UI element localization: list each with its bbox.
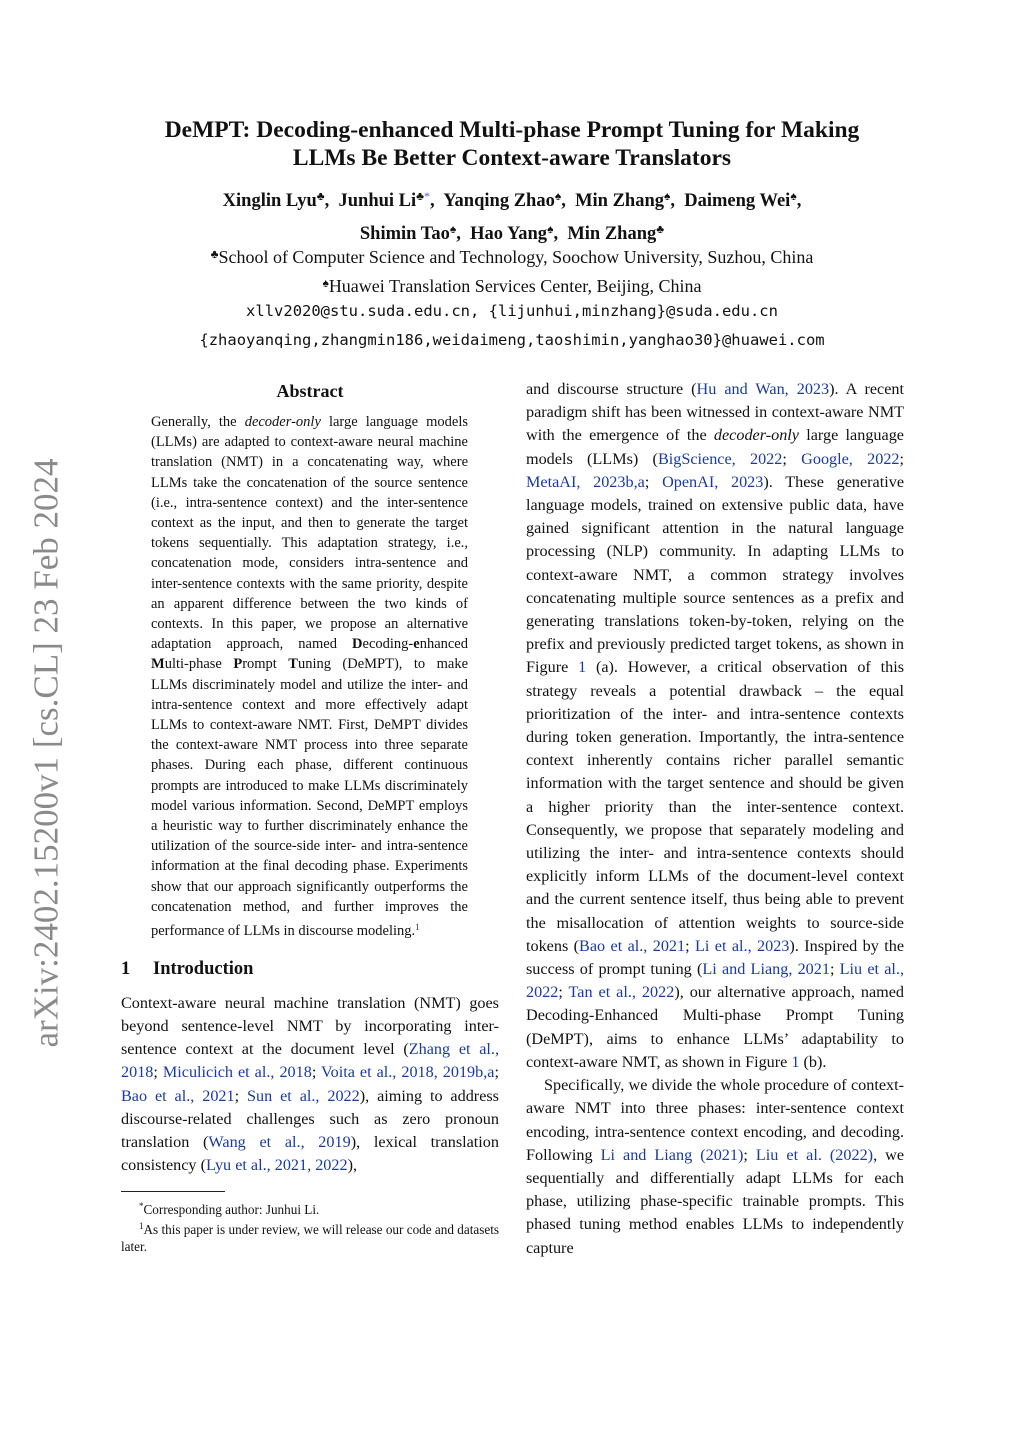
section-number: 1: [121, 958, 131, 979]
affiliation-text: School of Computer Science and Technology, Soochow University, Suzhou, China: [218, 247, 814, 267]
affiliation-mark: ♠: [554, 189, 562, 203]
body-text: and discourse structure (: [526, 380, 697, 398]
affiliation-soochow: [120, 240, 904, 271]
affiliation-mark: ♣: [316, 189, 325, 203]
author-name: Yanqing Zhao: [443, 191, 555, 211]
citation-link[interactable]: Tan et al., 2022: [568, 983, 675, 1002]
citation-link[interactable]: Liu et al. (2022): [755, 1145, 874, 1164]
citation-link[interactable]: Bao et al., 2021: [579, 936, 686, 955]
author-line-2: Shimin Tao♠, Hao Yang♠, Min Zhang♣: [359, 222, 665, 244]
body-text: ;: [234, 1086, 248, 1105]
citation-link[interactable]: MetaAI, 2023b,a: [526, 472, 645, 491]
affiliation-mark: ♠: [547, 222, 554, 236]
arxiv-identifier: [24, 448, 70, 1058]
intro-paragraph: [121, 992, 499, 1178]
body-text: ;: [829, 960, 840, 979]
author-name: Min Zhang: [567, 224, 657, 244]
acronym-letter: T: [288, 656, 298, 673]
footnote-release: [121, 1218, 499, 1255]
paper-title: [120, 116, 904, 172]
author-name: Min Zhang: [575, 191, 665, 211]
author-name: Shimin Tao: [359, 224, 450, 244]
citation-link[interactable]: Wang et al., 2019: [208, 1133, 351, 1151]
body-text: ;: [153, 1063, 163, 1082]
citation-link[interactable]: Sun et al., 2022: [247, 1086, 360, 1105]
citation-link[interactable]: Li and Liang (2021): [600, 1145, 744, 1164]
acronym-letter: P: [233, 656, 243, 673]
affiliation-text: Huawei Translation Services Center, Beijing, China: [328, 276, 702, 296]
footnote-text: As this paper is under review, we will release our code and datasets later.: [121, 1222, 499, 1255]
affiliation-symbol: ♣: [210, 247, 219, 261]
body-paragraph: [526, 378, 904, 1074]
abstract-text: nhanced: [419, 636, 468, 653]
body-text: Specifically, we divide the whole procedure of context-aware NMT into three phases: inter-sentence context encoding, intra-sentence context encoding, and decoding. Following: [526, 1076, 904, 1164]
body-text: ;: [743, 1145, 756, 1164]
body-text: ;: [782, 449, 802, 468]
citation-link[interactable]: Lyu et al., 2021, 2022: [205, 1156, 348, 1175]
affiliation-mark: ♠: [664, 189, 671, 203]
email-line-2: {zhaoyanqing,zhangmin186,weidaimeng,taoshimin,yanghao30}@huawei.com: [199, 331, 825, 349]
affiliation-huawei: [120, 269, 904, 300]
acronym-letter: M: [151, 656, 165, 673]
abstract-text: rompt: [242, 656, 289, 673]
citation-link[interactable]: Zhang et al., 2018: [121, 1040, 499, 1082]
citation-link[interactable]: Voita et al., 2018, 2019b,a: [321, 1063, 495, 1082]
body-text: ), lexical translation consistency (: [121, 1133, 499, 1175]
arxiv-identifier-text: arXiv:2402.15200v1 [cs.CL] 23 Feb 2024: [27, 458, 67, 1048]
figure-ref-link[interactable]: 1: [791, 1052, 800, 1071]
body-text: ;: [899, 449, 905, 468]
body-text: (b).: [799, 1052, 827, 1071]
abstract-emphasis: decoder-only: [244, 414, 321, 430]
body-text: , we sequentially and differentially adapt LLMs for each phase, utilizing phase-specific trainable prompts. This phased tuning method enables LLMs to independently capture: [526, 1145, 905, 1257]
affiliation-symbol: ♠: [322, 276, 329, 290]
body-text: Context-aware neural machine translation (NMT) goes beyond sentence-level NMT by incorporating inter-sentence context at the document level (: [121, 993, 499, 1059]
citation-link[interactable]: Google, 2022: [801, 449, 900, 468]
acronym-letter: e: [413, 636, 420, 653]
citation-link[interactable]: Li et al., 2023: [695, 936, 790, 955]
citation-link[interactable]: Hu and Wan, 2023: [696, 380, 830, 398]
citation-link[interactable]: BigScience, 2022: [657, 449, 783, 468]
abstract-body: [151, 412, 468, 941]
affiliation-mark-symbol: ♣: [416, 189, 425, 203]
footnote-corresponding: [121, 1198, 499, 1218]
citation-link[interactable]: Liu et al., 2022: [526, 960, 905, 1002]
affiliation-mark: ♠: [790, 189, 797, 203]
author-list: [120, 182, 904, 248]
author-name: Xinglin Lyu: [222, 191, 317, 211]
body-text: ;: [685, 936, 696, 955]
abstract-text: Generally, the: [151, 414, 245, 430]
title-line-1: DeMPT: Decoding-enhanced Multi-phase Prompt Tuning for Making: [164, 117, 860, 143]
right-column: [526, 378, 904, 1260]
footnote-ref-link[interactable]: 1: [415, 922, 420, 933]
footnote-text: Corresponding author: Junhui Li.: [143, 1202, 320, 1218]
body-text: ;: [311, 1063, 322, 1082]
title-line-2: LLMs Be Better Context-aware Translators: [292, 145, 732, 171]
citation-link[interactable]: Miculicich et al., 2018: [162, 1063, 312, 1082]
figure-ref-link[interactable]: 1: [578, 658, 587, 677]
body-text: ),: [347, 1156, 358, 1175]
footnote-mark: 1: [139, 1221, 144, 1232]
affiliation-mark: [416, 189, 430, 203]
footnote-mark: *: [139, 1201, 144, 1212]
body-text: (a). However, a critical observation of this strategy reveals a potential drawback – the equal prioritization of the inter- and intra-sentence contexts during token generation. Importantly, the intra-sentence context inherently contains richer parallel semantic information with the target sentence and should be given a higher priority than the inter-sentence context. Consequently, we propose that separately modeling and utilizing the inter- and intra-sentence contexts should explicitly inform LLMs of the document-level context and the current sentence itself, thus being able to prevent the misallocation of attention weights to source-side tokens (: [526, 658, 904, 955]
email-line-1: xllv2020@stu.suda.edu.cn, {lijunhui,minzhang}@suda.edu.cn: [246, 302, 778, 320]
section-heading-introduction: [121, 956, 499, 982]
body-text: large language models (LLMs) (: [526, 426, 904, 468]
citation-link[interactable]: Li and Liang, 2021: [702, 960, 830, 979]
affiliation-mark: ♠: [449, 222, 457, 236]
body-paragraph: [526, 1074, 904, 1260]
left-column: [121, 378, 499, 1255]
author-name: Daimeng Wei: [684, 191, 791, 211]
abstract-text: large language models (LLMs) are adapted to context-aware neural machine translation (NMT) in a concatenating way, where LLMs take the concatenation of the source sentence (i.e., intra-sentence context) and the inter-sentence context as the input, and then to generate the target tokens sequentially. This adaptation strategy, i.e., concatenation mode, considers intra-sentence and inter-sentence contexts with the same priority, despite an apparent difference between the two kinds of contexts. In this paper, we propose an alternative adaptation approach, named: [151, 414, 468, 653]
abstract-text: ulti-phase: [164, 656, 234, 673]
citation-link[interactable]: OpenAI, 2023: [662, 472, 764, 491]
acronym-letter: D: [352, 636, 363, 653]
body-text: ). A recent paradigm shift has been witnessed in context-aware NMT with the emergence of the: [526, 380, 904, 445]
body-emphasis: decoder-only: [713, 426, 799, 445]
corresponding-mark: *: [424, 189, 431, 203]
body-text: ). These generative language models, trained on extensive public data, have gained significant attention in the natural language processing (NLP) community. In adapting LLMs to context-aware NMT, a common strategy involves concatenating multiple source sentences as a prefix and generating translations token-by-token, relying on the prefix and previously predicted target tokens, as shown in Figure: [526, 472, 905, 677]
body-text: ), aiming to address discourse-related challenges such as zero pronoun translation (: [121, 1086, 499, 1151]
abstract-heading: Abstract: [276, 381, 344, 401]
body-text: ;: [644, 472, 663, 491]
affiliation-mark: ♣: [656, 222, 665, 236]
body-text: ;: [494, 1063, 499, 1082]
body-text: ;: [558, 983, 569, 1002]
section-title: Introduction: [153, 958, 254, 979]
body-text: ). Inspired by the success of prompt tuning (: [526, 936, 905, 979]
citation-link[interactable]: Bao et al., 2021: [121, 1086, 235, 1105]
author-line-1: Xinglin Lyu♣, Junhui Li♣*, Yanqing Zhao♠, Min Zhang♠, Daimeng Wei♠,: [222, 189, 802, 211]
abstract-text: uning (DeMPT), to make LLMs discriminately model and utilize the inter- and intra-sentence context and more effectively adapt LLMs to context-aware NMT. First, DeMPT divides the context-aware NMT process into three separate phases. During each phase, different continuous prompts are introduced to make LLMs discriminately model various information. Second, DeMPT employs a heuristic way to further discriminately enhance the utilization of the source-side inter- and intra-sentence information at the final decoding phase. Experiments show that our approach significantly outperforms the concatenation method, and further improves the performance of LLMs in discourse modeling.: [151, 656, 469, 940]
author-name: Hao Yang: [470, 224, 548, 244]
body-text: ), our alternative approach, named Decoding-Enhanced Multi-phase Prompt Tuning (DeMPT), aims to enhance LLMs’ adaptability to context-aware NMT, as shown in Figure: [526, 983, 904, 1071]
abstract-text: ecoding-: [362, 636, 414, 653]
footnote-divider: [121, 1191, 225, 1192]
author-name: Junhui Li: [338, 191, 417, 211]
